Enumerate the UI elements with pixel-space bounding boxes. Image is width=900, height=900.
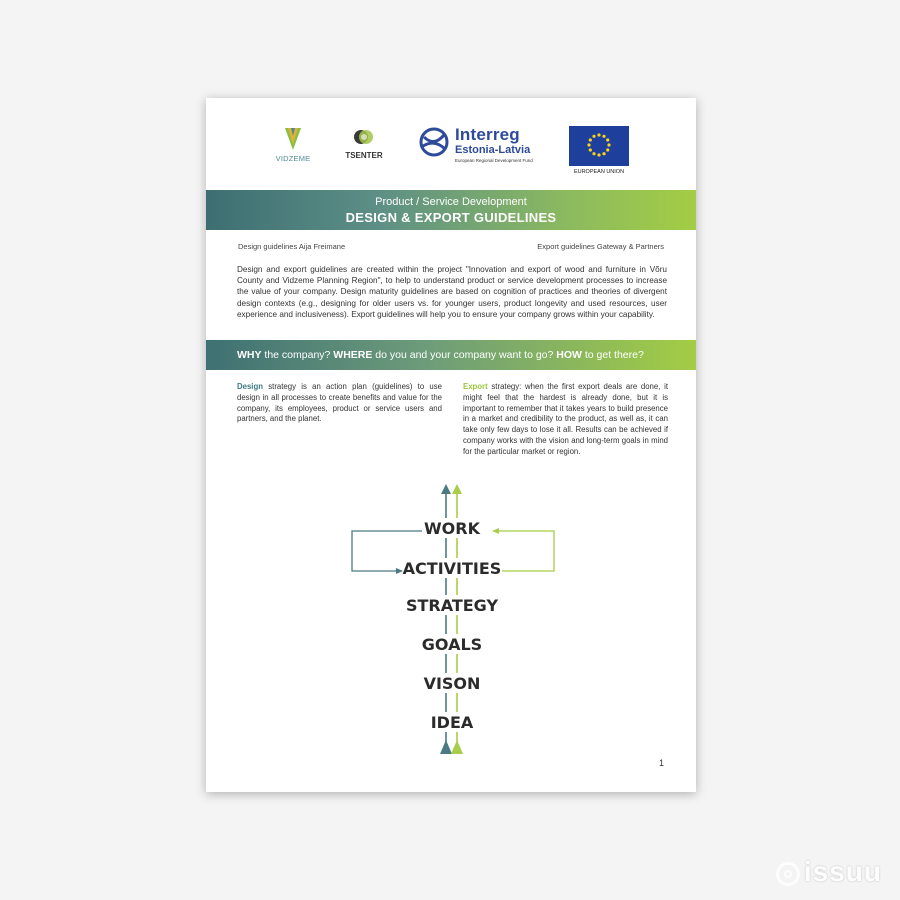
issuu-label: issuu bbox=[803, 856, 882, 887]
how-text: to get there? bbox=[581, 349, 644, 361]
interreg-globe-icon bbox=[419, 127, 449, 157]
export-strategy-column bbox=[463, 382, 668, 458]
export-strategy-text: strategy: when the first export deals are done, it might feel that the hardest is already done, but it is important to remember that it takes years to build presence in a market and credibility to the product, as well as, it can take only few days to lose it all. Results can be achieved if company works with the vision and long-term goals in mind for the particular market or region. bbox=[463, 382, 668, 456]
why-keyword: WHY bbox=[237, 349, 262, 361]
diagram-label-vison: VISON bbox=[423, 674, 481, 693]
green-bottom-arrow-icon bbox=[451, 740, 463, 754]
tsenter-label: TSENTER bbox=[345, 151, 383, 160]
diagram-label-goals: GOALS bbox=[421, 635, 483, 654]
tsenter-mark-icon bbox=[353, 128, 375, 146]
interreg-logo bbox=[419, 125, 549, 167]
interreg-fund: European Regional Development Fund bbox=[455, 158, 533, 163]
intro-paragraph: Design and export guidelines are created within the project "Innovation and export of wood and furniture in Võru County and Vidzeme Planning Region", to help to understand product or service development processes to increase the value of your company. Design maturity guidelines are based on cognition of practices and theories of divergent design contexts (e.g., designing for older users vs. for younger users, product longevity and used resources, user experience and inclusiveness). Export guidelines will help you to ensure your company grows within your capability. bbox=[237, 265, 667, 319]
teal-bottom-arrow-icon bbox=[440, 740, 452, 754]
teal-top-arrow-icon bbox=[441, 484, 451, 494]
export-keyword: Export bbox=[463, 382, 488, 391]
why-where-how-bar bbox=[206, 340, 696, 370]
strategy-diagram bbox=[206, 482, 696, 762]
design-strategy-text: strategy is an action plan (guidelines) to use design in all processes to create benefits and value for the company, its employees, product or service users and partners, and the planet. bbox=[237, 382, 442, 424]
right-loop-arrow-icon bbox=[492, 528, 499, 534]
logo-row bbox=[206, 98, 696, 190]
export-credit: Export guidelines Gateway & Partners bbox=[537, 242, 664, 251]
vidzeme-mark-icon bbox=[282, 126, 304, 152]
where-keyword: WHERE bbox=[333, 349, 373, 361]
interreg-subtitle: Estonia-Latvia bbox=[455, 144, 531, 156]
page-number: 1 bbox=[658, 758, 664, 768]
how-keyword: HOW bbox=[556, 349, 582, 361]
header-subtitle: Product / Service Development bbox=[375, 196, 527, 208]
diagram-label-work: WORK bbox=[424, 519, 480, 538]
design-keyword: Design bbox=[237, 382, 263, 391]
vidzeme-label: VIDZEME bbox=[275, 154, 311, 163]
header-band bbox=[206, 190, 696, 230]
diagram-label-activities: ACTIVITIES bbox=[402, 559, 502, 578]
diagram-label-idea: IDEA bbox=[430, 713, 474, 732]
where-text: do you and your company want to go? bbox=[372, 349, 557, 361]
page-title: DESIGN & EXPORT GUIDELINES bbox=[345, 210, 557, 225]
issuu-watermark bbox=[776, 856, 882, 888]
design-credit: Design guidelines Aija Freimane bbox=[238, 242, 346, 251]
issuu-logo-icon bbox=[776, 862, 800, 886]
eu-label: EUROPEAN UNION bbox=[573, 169, 625, 175]
why-text: the company? bbox=[261, 349, 334, 361]
eu-flag-icon bbox=[569, 126, 629, 166]
green-top-arrow-icon bbox=[452, 484, 462, 494]
tsenter-logo bbox=[334, 128, 394, 160]
document-page bbox=[206, 98, 696, 792]
design-strategy-column bbox=[237, 382, 442, 425]
eu-logo bbox=[568, 126, 630, 175]
interreg-title: Interreg bbox=[455, 125, 520, 144]
diagram-label-strategy: STRATEGY bbox=[405, 596, 499, 615]
vidzeme-logo bbox=[268, 126, 318, 163]
